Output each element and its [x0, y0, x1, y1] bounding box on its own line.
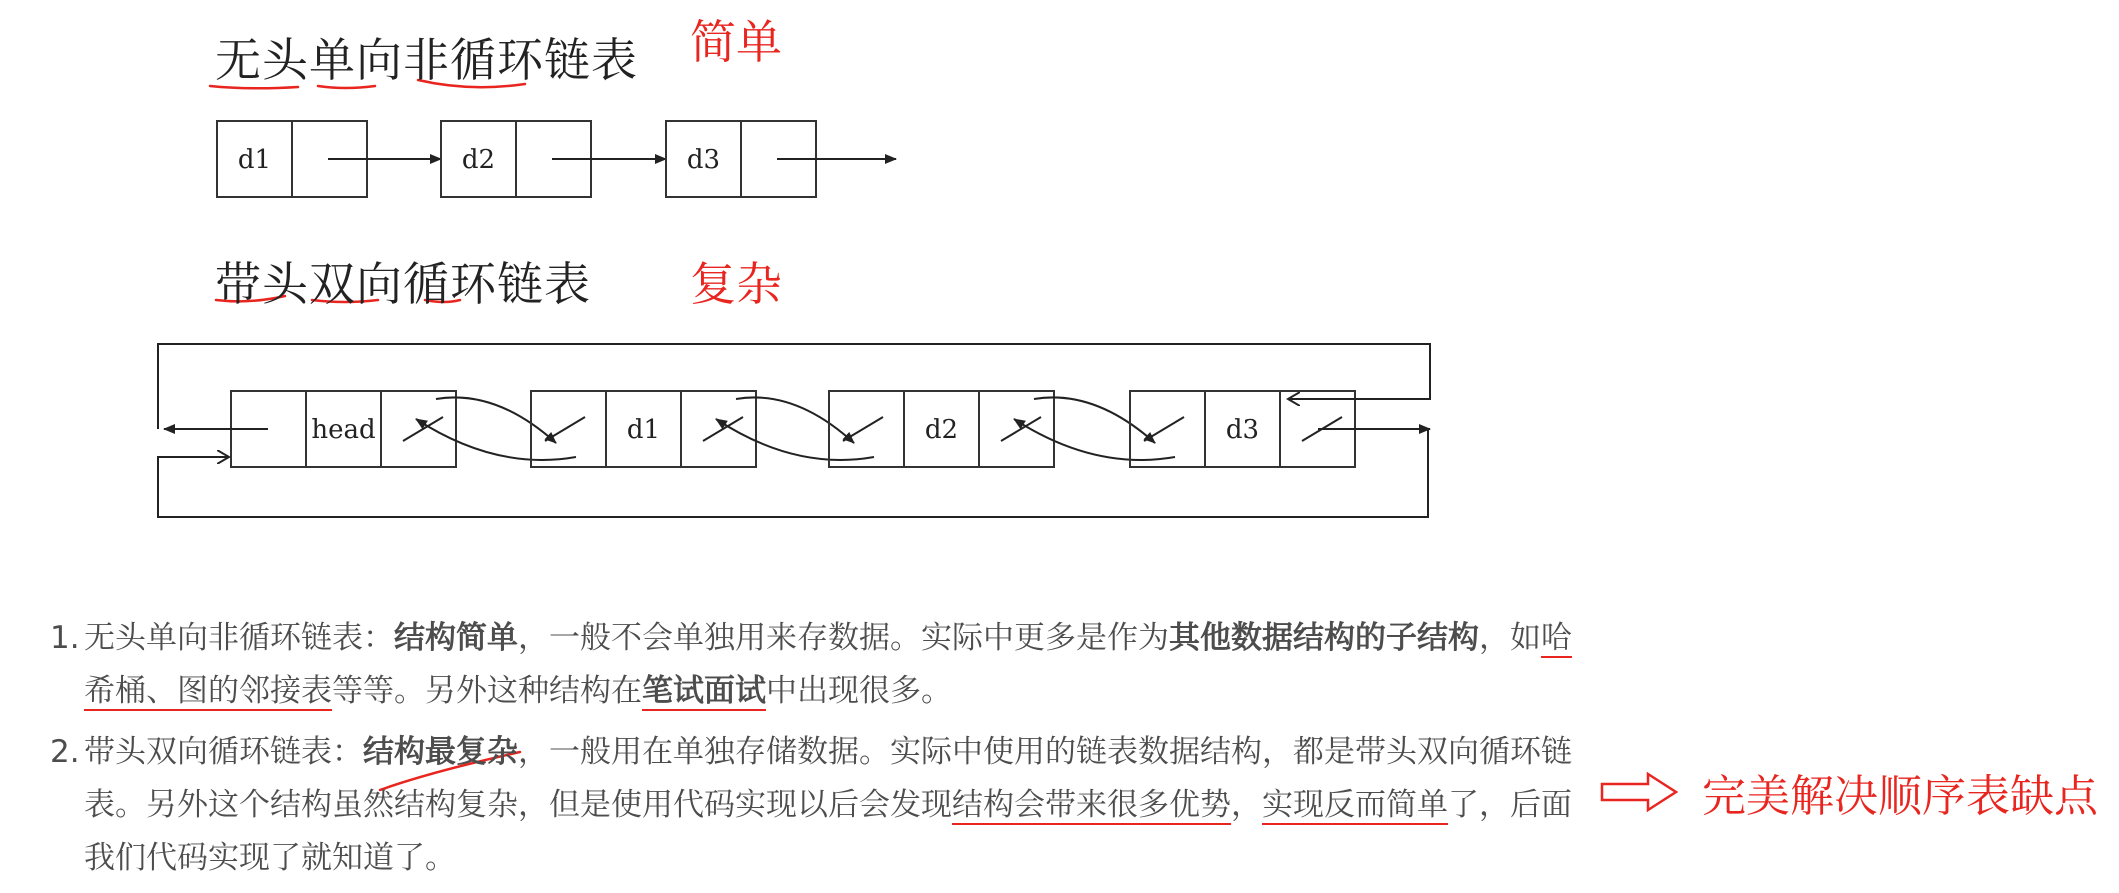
singly-linked-list: [217, 121, 896, 197]
node-label: d3: [1225, 415, 1260, 445]
node-label: d1: [237, 145, 272, 175]
pointer-slash: [403, 417, 443, 441]
node-label: d1: [626, 415, 661, 445]
node-next-cell: [979, 391, 1054, 467]
node-label: d2: [461, 145, 496, 175]
list-item-number: 1.: [50, 620, 80, 656]
arrow-right-icon: [1600, 772, 1680, 812]
pointer-slash: [1001, 417, 1041, 441]
node-prev-cell: [531, 391, 606, 467]
pointer-slash: [703, 417, 743, 441]
node-next-cell: [681, 391, 756, 467]
next-pointer-arrow: [1034, 397, 1155, 443]
text-segment: 带头双向循环链表：: [84, 734, 363, 770]
node-prev-cell: [829, 391, 904, 467]
text-segment: ，一般不会单独用来存数据。实际中更多是作为: [518, 620, 1169, 656]
next-pointer-arrow: [436, 397, 556, 443]
pointer-slash: [1144, 417, 1184, 441]
text-segment: ，: [1231, 787, 1262, 823]
diagram1-title: 无头单向非循环链表: [215, 33, 638, 87]
node-next-cell: [381, 391, 456, 467]
diagram2-note: 复杂: [690, 257, 782, 311]
node-label: d3: [686, 145, 721, 175]
text-segment: 等等。另外这种结构在: [332, 673, 642, 709]
text-segment: ，如: [1479, 620, 1541, 656]
next-pointer-arrow: [736, 397, 854, 443]
node-label: d2: [924, 415, 959, 445]
list-item: [50, 726, 1590, 885]
text-segment: 了，后面我们代码实现了就知道了。: [84, 787, 1572, 876]
node-prev-cell: [1130, 391, 1205, 467]
list-item-text: [84, 734, 1572, 876]
text-segment: ，一般用在单独存储数据。实际中使用的链表数据结构，都是带头双向循环链表。另外这个结构虽然结构复杂，但是使用代码实现以后会发现: [84, 734, 1572, 823]
list-item-text: [84, 620, 1572, 709]
list-item-number: 2.: [50, 734, 80, 770]
pointer-slash: [545, 417, 585, 441]
text-segment: 其他数据结构的子结构: [1169, 620, 1479, 656]
text-segment: 哈希桶、图的邻接表: [84, 620, 1572, 709]
callout: [1600, 762, 2098, 822]
text-segment: 中出现很多。: [766, 673, 952, 709]
text-segment: 结构简单: [394, 620, 518, 656]
text-segment: 结构最复杂: [363, 734, 518, 770]
diagram2-title: 带头双向循环链表: [215, 257, 591, 311]
diagram1-note: 简单: [690, 15, 782, 69]
callout-text: 完美解决顺序表缺点: [1702, 771, 2098, 822]
text-segment: 结构会带来很多优势: [952, 787, 1231, 823]
explanation-list: [50, 612, 1590, 893]
node-label: head: [311, 415, 376, 445]
text-segment: 无头单向非循环链表：: [84, 620, 394, 656]
pointer-slash: [843, 417, 883, 441]
text-segment: 笔试面试: [642, 673, 766, 709]
doubly-circular-linked-list: [158, 344, 1430, 517]
list-item: [50, 612, 1590, 718]
text-segment: 实现反而简单: [1262, 787, 1448, 823]
